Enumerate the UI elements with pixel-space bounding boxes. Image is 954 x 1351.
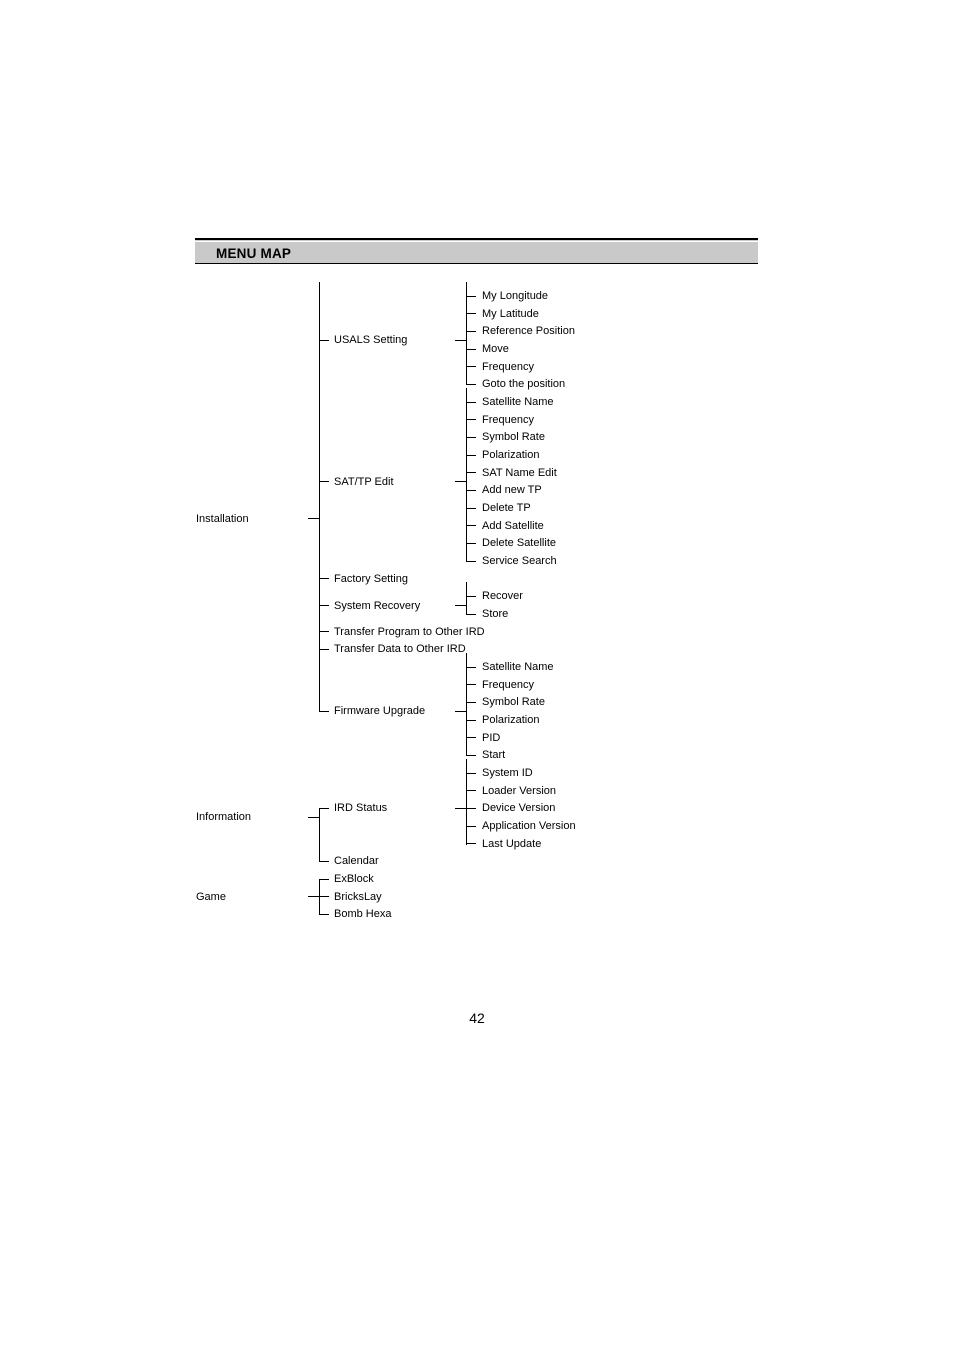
connector-line	[319, 340, 329, 341]
connector-line	[319, 896, 329, 897]
connector-line	[466, 614, 476, 615]
connector-line	[466, 653, 467, 756]
menu-item-exblock: ExBlock	[334, 873, 374, 886]
connector-line	[466, 455, 476, 456]
leaf-item-symbol-rate: Symbol Rate	[482, 696, 545, 709]
leaf-item-last-update: Last Update	[482, 837, 542, 850]
leaf-item-frequency: Frequency	[482, 413, 534, 426]
connector-line	[466, 843, 476, 844]
leaf-item-loader-version: Loader Version	[482, 784, 556, 797]
menu-item-ird-status: IRD Status	[334, 802, 388, 815]
menu-category-game: Game	[196, 890, 226, 903]
connector-line	[466, 667, 476, 668]
connector-line	[319, 282, 320, 712]
connector-line	[466, 313, 476, 314]
connector-line	[466, 596, 476, 597]
connector-line	[466, 490, 476, 491]
connector-line	[466, 702, 476, 703]
connector-line	[319, 605, 329, 606]
leaf-item-frequency: Frequency	[482, 360, 534, 373]
leaf-item-service-search: Service Search	[482, 555, 557, 568]
leaf-item-application-version: Application Version	[482, 820, 576, 833]
leaf-item-add-new-tp: Add new TP	[482, 484, 542, 497]
connector-line	[466, 720, 476, 721]
connector-line	[466, 737, 476, 738]
leaf-item-delete-satellite: Delete Satellite	[482, 537, 556, 550]
leaf-item-device-version: Device Version	[482, 802, 556, 815]
connector-line	[466, 366, 476, 367]
connector-line	[308, 518, 319, 519]
leaf-item-system-id: System ID	[482, 767, 533, 780]
leaf-item-delete-tp: Delete TP	[482, 502, 531, 515]
menu-item-brickslay: BricksLay	[334, 890, 382, 903]
connector-line	[466, 349, 476, 350]
connector-line	[466, 759, 467, 845]
leaf-item-my-latitude: My Latitude	[482, 307, 539, 320]
connector-line	[319, 631, 329, 632]
connector-line	[455, 481, 466, 482]
menu-item-factory-setting: Factory Setting	[334, 572, 408, 585]
connector-line	[466, 282, 467, 385]
connector-line	[466, 437, 476, 438]
menu-item-firmware-upgrade: Firmware Upgrade	[334, 705, 426, 718]
connector-line	[319, 879, 329, 880]
connector-line	[466, 561, 476, 562]
connector-line	[455, 605, 466, 606]
connector-line	[319, 711, 329, 712]
leaf-item-satellite-name: Satellite Name	[482, 661, 554, 674]
leaf-item-polarization: Polarization	[482, 714, 540, 727]
connector-line	[319, 914, 329, 915]
menu-item-usals-setting: USALS Setting	[334, 334, 408, 347]
leaf-item-frequency: Frequency	[482, 678, 534, 691]
connector-line	[466, 388, 467, 562]
connector-line	[466, 582, 467, 615]
connector-line	[466, 790, 476, 791]
leaf-item-sat-name-edit: SAT Name Edit	[482, 466, 557, 479]
leaf-item-goto-the-position: Goto the position	[482, 378, 566, 391]
connector-line	[466, 296, 476, 297]
menu-item-transfer-data-to-other-ird: Transfer Data to Other IRD	[334, 643, 466, 656]
connector-line	[455, 340, 466, 341]
leaf-item-store: Store	[482, 608, 509, 621]
menu-item-calendar: Calendar	[334, 855, 379, 868]
page-number: 42	[469, 1010, 485, 1026]
connector-line	[308, 896, 319, 897]
connector-line	[466, 331, 476, 332]
leaf-item-start: Start	[482, 749, 506, 762]
menu-item-system-recovery: System Recovery	[334, 599, 421, 612]
connector-line	[466, 826, 476, 827]
connector-line	[466, 684, 476, 685]
leaf-item-satellite-name: Satellite Name	[482, 396, 554, 409]
menu-item-transfer-program-to-other-ird: Transfer Program to Other IRD	[334, 625, 485, 638]
leaf-item-my-longitude: My Longitude	[482, 290, 549, 302]
connector-line	[319, 861, 329, 862]
connector-line	[319, 578, 329, 579]
connector-line	[319, 481, 329, 482]
connector-line	[455, 711, 466, 712]
connector-line	[466, 808, 476, 809]
connector-line	[466, 543, 476, 544]
connector-line	[308, 817, 319, 818]
connector-line	[466, 402, 476, 403]
connector-line	[319, 649, 329, 650]
leaf-item-symbol-rate: Symbol Rate	[482, 431, 545, 444]
connector-line	[466, 755, 476, 756]
menu-category-information: Information	[196, 811, 252, 824]
leaf-item-move: Move	[482, 343, 509, 355]
connector-line	[466, 508, 476, 509]
connector-line	[466, 419, 476, 420]
leaf-item-polarization: Polarization	[482, 449, 540, 462]
leaf-item-recover: Recover	[482, 590, 523, 603]
menu-item-bomb-hexa: Bomb Hexa	[334, 908, 392, 921]
leaf-item-add-satellite: Add Satellite	[482, 519, 544, 532]
menu-category-installation: Installation	[196, 512, 249, 525]
leaf-item-reference-position: Reference Position	[482, 325, 575, 338]
connector-line	[455, 808, 466, 809]
connector-line	[466, 472, 476, 473]
connector-line	[466, 384, 476, 385]
connector-line	[319, 808, 329, 809]
connector-line	[466, 773, 476, 774]
menu-item-sat-tp-edit: SAT/TP Edit	[334, 475, 394, 488]
leaf-item-pid: PID	[482, 731, 501, 744]
connector-line	[466, 525, 476, 526]
section-title: MENU MAP	[216, 246, 292, 261]
